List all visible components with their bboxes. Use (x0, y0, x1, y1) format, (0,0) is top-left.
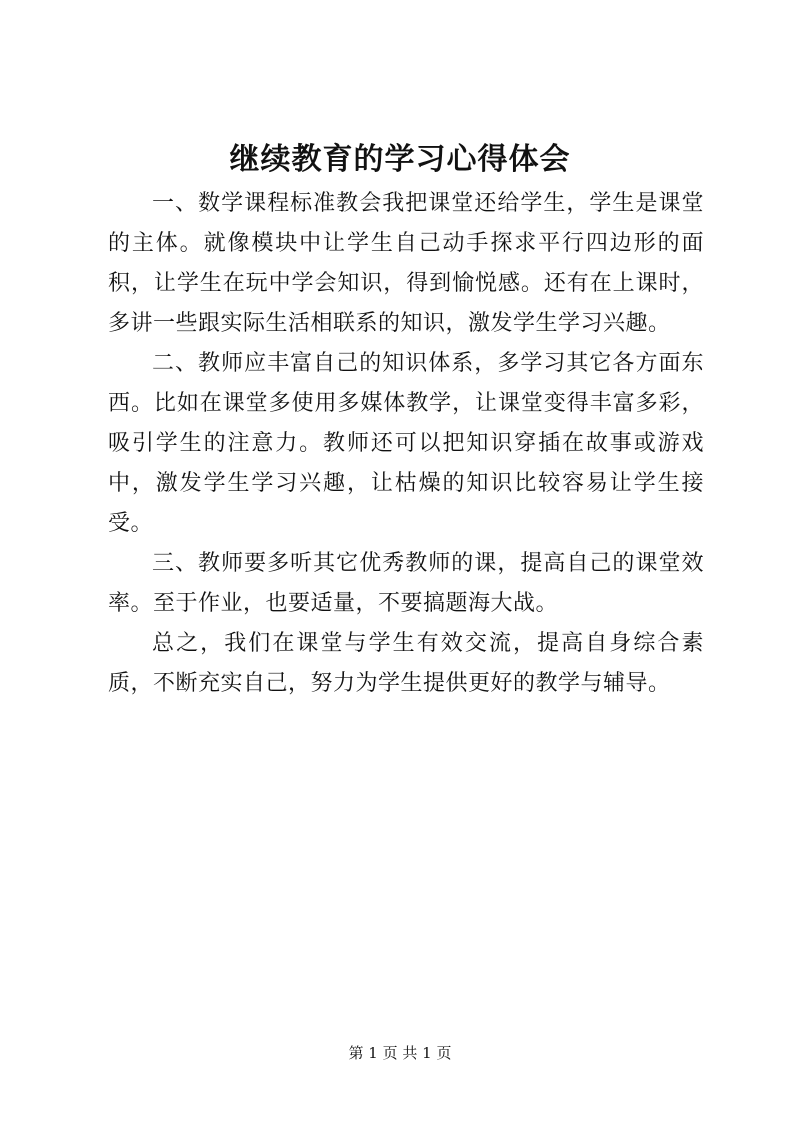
document-title: 继续教育的学习心得体会 (229, 142, 571, 177)
paragraph-2: 二、教师应丰富自己的知识体系，多学习其它各方面东西。比如在课堂多使用多媒体教学，让课堂变得丰富多彩，吸引学生的注意力。教师还可以把知识穿插在故事或游戏中，激发学生学习兴趣，让枯燥的知识比较容易让学生接受。 (108, 351, 704, 536)
paragraph-4: 总之，我们在课堂与学生有效交流，提高自身综合素质，不断充实自己，努力为学生提供更好的教学与辅导。 (108, 631, 704, 696)
page-footer: 第 1 页 共 1 页 (348, 1044, 452, 1062)
paragraph-1: 一、数学课程标准教会我把课堂还给学生，学生是课堂的主体。就像模块中让学生自己动手探求平行四边形的面积，让学生在玩中学会知识，得到愉悦感。还有在上课时，多讲一些跟实际生活相联系的知识，激发学生学习兴趣。 (108, 191, 704, 336)
document-body (108, 184, 704, 704)
paragraph-3: 三、教师要多听其它优秀教师的课，提高自己的课堂效率。至于作业，也要适量，不要搞题海大战。 (108, 551, 704, 616)
